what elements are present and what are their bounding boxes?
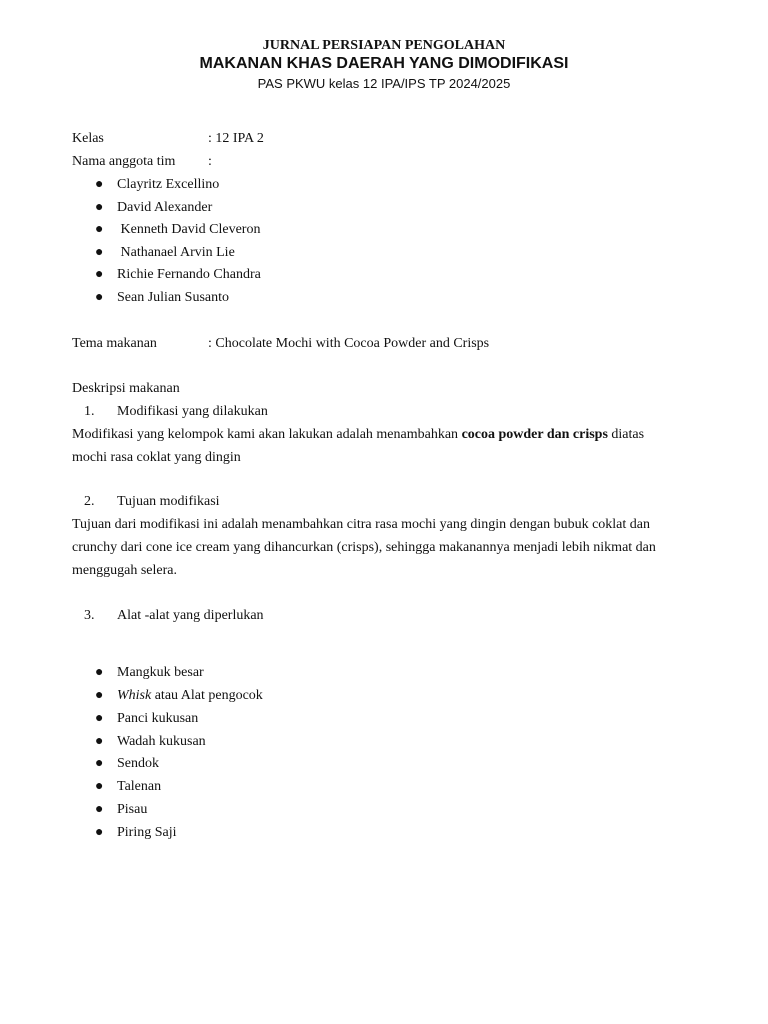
bullet-icon: ●: [95, 734, 104, 749]
tool-item: Panci kukusan: [117, 711, 199, 726]
section-title-tujuan: Tujuan modifikasi: [117, 494, 220, 509]
modifikasi-text-line2: mochi rasa coklat yang dingin: [72, 450, 241, 465]
anggota-label: Nama anggota tim: [72, 154, 176, 169]
journal-title: JURNAL PERSIAPAN PENGOLAHAN: [262, 38, 506, 53]
tool-item: Wadah kukusan: [117, 734, 206, 749]
section-title-modifikasi: Modifikasi yang dilakukan: [117, 404, 268, 419]
modifikasi-text-after: diatas: [607, 427, 645, 442]
bullet-icon: ●: [95, 290, 104, 305]
tema-row: [72, 335, 490, 353]
section-title-alat: Alat -alat yang diperlukan: [117, 608, 264, 623]
modifikasi-text: Modifikasi yang kelompok kami akan lakukan adalah menambahkan: [72, 427, 462, 442]
tool-item: Pisau: [117, 802, 148, 817]
tujuan-line: menggugah selera.: [72, 563, 177, 578]
member-item: Sean Julian Susanto: [117, 290, 229, 305]
tool-item: Talenan: [117, 779, 162, 794]
document-main-title: MAKANAN KHAS DAERAH YANG DIMODIFIKASI: [199, 55, 569, 72]
bullet-icon: ●: [95, 200, 104, 215]
member-item: Richie Fernando Chandra: [117, 267, 261, 282]
tema-value: : Chocolate Mochi with Cocoa Powder and Crisps: [208, 336, 490, 351]
kelas-value: : 12 IPA 2: [208, 131, 264, 146]
kelas-label: Kelas: [72, 131, 104, 146]
section-number: 1.: [84, 404, 95, 419]
document-subtitle: PAS PKWU kelas 12 IPA/IPS TP 2024/2025: [257, 76, 511, 91]
bullet-icon: ●: [95, 665, 104, 680]
whisk-rest-text: atau Alat pengocok: [151, 688, 263, 703]
tujuan-line: crunchy dari cone ice cream yang dihancurkan (crisps), sehingga makanannya menjadi lebih nikmat dan: [72, 540, 656, 555]
member-item: Clayritz Excellino: [117, 177, 220, 192]
tujuan-paragraph: [72, 513, 712, 582]
bullet-icon: ●: [95, 825, 104, 840]
bullet-icon: ●: [95, 711, 104, 726]
whisk-italic-text: Whisk: [117, 688, 152, 703]
member-item: Kenneth David Cleveron: [117, 222, 261, 237]
bullet-icon: ●: [95, 267, 104, 282]
modifikasi-paragraph: [72, 423, 712, 469]
anggota-row: [72, 153, 212, 171]
section-number: 3.: [84, 608, 95, 623]
deskripsi-heading: Deskripsi makanan: [72, 381, 180, 396]
section-number: 2.: [84, 494, 95, 509]
member-item: Nathanael Arvin Lie: [117, 245, 235, 260]
tujuan-line: Tujuan dari modifikasi ini adalah menambahkan citra rasa mochi yang dingin dengan bubuk coklat dan: [72, 517, 650, 532]
anggota-value: :: [208, 154, 212, 169]
bullet-icon: ●: [95, 756, 104, 771]
bullet-icon: ●: [95, 779, 104, 794]
tema-label: Tema makanan: [72, 336, 157, 351]
bullet-icon: ●: [95, 177, 104, 192]
modifikasi-bold-text: cocoa powder dan crisps: [461, 427, 608, 442]
tool-item: Piring Saji: [117, 825, 177, 840]
bullet-icon: ●: [95, 222, 104, 237]
bullet-icon: ●: [95, 245, 104, 260]
tool-item-whisk: [117, 687, 263, 705]
bullet-icon: ●: [95, 802, 104, 817]
bullet-icon: ●: [95, 688, 104, 703]
kelas-row: [72, 130, 264, 148]
tool-item: Mangkuk besar: [117, 665, 204, 680]
member-item: David Alexander: [117, 200, 213, 215]
tool-item: Sendok: [117, 756, 159, 771]
